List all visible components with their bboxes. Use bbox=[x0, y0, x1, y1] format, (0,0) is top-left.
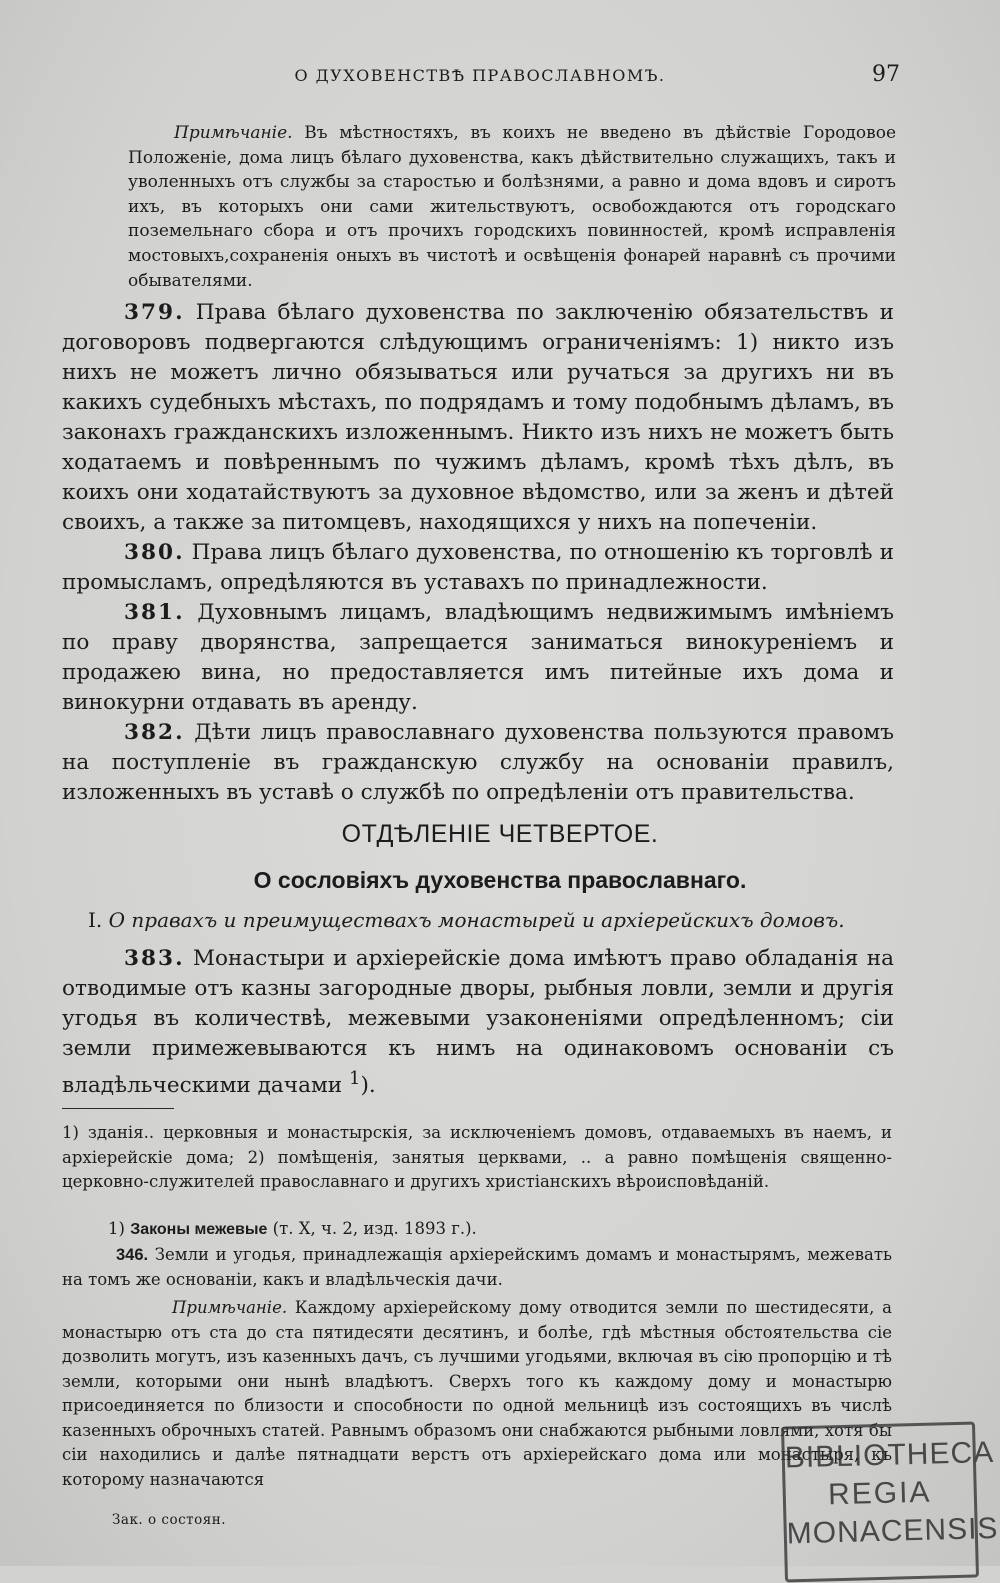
section-title: ОТДѢЛЕНІЕ ЧЕТВЕРТОЕ. bbox=[341, 820, 659, 848]
article-number: 381. bbox=[124, 600, 185, 625]
article-text: Духовнымъ лицамъ, владѣющимъ недвижимымъ имѣніемъ по праву дворянства, запрещается заниматься винокуреніемъ и продажею вина, но предоставляется имъ питейные ихъ дома и винокурни отдавать въ аренду. bbox=[62, 600, 894, 715]
signature-mark: Зак. о состоян. bbox=[112, 1512, 227, 1528]
article-382 bbox=[62, 718, 894, 808]
library-stamp bbox=[781, 1421, 999, 1582]
footnote-1: 1) зданія.. церковныя и монастырскія, за исключеніемъ домовъ, отдаваемыхъ въ наемъ, и архіерейскіе дома; 2) помѣщенія, занятыя церквами, .. а равно помѣщенія священно-церковно-служителей православнаго и другихъ христіанскихъ вѣроисповѣданій. bbox=[62, 1123, 892, 1191]
page-number: 97 bbox=[872, 62, 900, 87]
article-346 bbox=[62, 1243, 892, 1292]
law-ref-mark: 1) bbox=[108, 1219, 125, 1238]
footnote-rule bbox=[62, 1108, 174, 1109]
article-text: Права бѣлаго духовенства по заключенію обязательствъ и договоровъ подвергаются слѣдующимъ ограниченіямъ: 1) никто изъ нихъ не можетъ лично обязываться или ручаться за другихъ ни въ какихъ судебныхъ мѣстахъ, по подрядамъ и тому подобнымъ дѣламъ, въ законахъ гражданскихъ изложеннымъ. Никто изъ нихъ не можетъ быть ходатаемъ и повѣреннымъ по чужимъ дѣламъ, кромѣ тѣхъ дѣлъ, въ коихъ они ходатайствуютъ за духовное вѣдомство, или за женъ и дѣтей своихъ, а также за питомцевъ, находящихся у нихъ на попеченіи. bbox=[62, 300, 894, 535]
article-379 bbox=[62, 298, 894, 538]
article-383-block bbox=[62, 944, 894, 1101]
law-ref-source: (т. X, ч. 2, изд. 1893 г.). bbox=[267, 1219, 477, 1238]
running-title: О ДУХОВЕНСТВѢ ПРАВОСЛАВНОМЪ. bbox=[294, 66, 666, 85]
law-reference bbox=[62, 1217, 892, 1243]
page-header bbox=[60, 62, 900, 92]
article-346-number: 346. bbox=[116, 1246, 149, 1264]
note-text: Въ мѣстностяхъ, въ коихъ не введено въ дѣйствіе Городовое Положеніе, дома лицъ бѣлаго духовенства, какъ дѣйствительно служащихъ, такъ и уволенныхъ отъ службы за старостью и болѣзнями, а равно и дома вдовъ и сиротъ ихъ, въ которыхъ они сами жительствуютъ, освобождаются отъ городскаго поземельнаго сбора и отъ прочихъ городскихъ повинностей, кромѣ исправленія мостовыхъ,сохраненія оныхъ въ чистотѣ и освѣщенія фонарей наравнѣ съ прочими обывателями. bbox=[128, 123, 896, 291]
article-381 bbox=[62, 598, 894, 718]
articles-block bbox=[62, 298, 894, 808]
stamp-line: REGIA bbox=[827, 1475, 932, 1512]
article-number: 382. bbox=[124, 720, 185, 745]
bottom-note-label: Примѣчаніе. bbox=[172, 1298, 288, 1317]
bottom-note-text: Каждому архіерейскому дому отводится земли по шестидесяти, а монастырю отъ ста до ста пятидесяти десятинъ, и болѣе, гдѣ мѣстныя обстоятельства сіе дозволить могутъ, изъ казенныхъ дачъ, съ лучшими угодьями, включая въ сію пропорцію и тѣ земли, которыми они нынѣ владѣютъ. Сверхъ того къ каждому дому и монастырю присоединяется по близости и способности по одной мельницѣ изъ состоящихъ въ числѣ казенныхъ оброчныхъ статей. Равнымъ образомъ они снабжаются рыбными ловлями, хотя бы сіи находились и далѣе пятнадцати верстъ отъ архіерейскаго дома или монастыря, къ которому назначаются bbox=[62, 1298, 892, 1489]
bottom-note bbox=[62, 1296, 892, 1492]
article-number: 383. bbox=[124, 946, 185, 971]
subsection-title: О сословіяхъ духовенства православнаго. bbox=[253, 867, 747, 893]
footnote-mark: 1 bbox=[349, 1068, 361, 1089]
article-text: Монастыри и архіерейскіе дома имѣютъ право обладанія на отводимые отъ казны загородные дворы, рыбныя ловли, земли и другія угодья въ количествѣ, межевыми узаконеніями опредѣленномъ; сіи земли примежевываются къ нимъ на одинаковомъ основаніи съ владѣльческими дачами bbox=[62, 946, 894, 1099]
article-346-text: Земли и угодья, принадлежащія архіерейскимъ домамъ и монастырямъ, межевать на томъ же основаніи, какъ и владѣльческія дачи. bbox=[62, 1245, 892, 1289]
article-number: 380. bbox=[124, 540, 185, 565]
note-label: Примѣчаніе. bbox=[174, 123, 293, 143]
top-note bbox=[128, 121, 896, 293]
chapter-title: О правахъ и преимуществахъ монастырей и архіерейскихъ домовъ. bbox=[108, 908, 845, 932]
article-380 bbox=[62, 538, 894, 598]
stamp-line: BIBLIOTHECA bbox=[784, 1436, 995, 1475]
article-number: 379. bbox=[124, 300, 185, 325]
chapter-heading bbox=[88, 908, 908, 932]
law-ref-title: Законы межевые bbox=[130, 1221, 268, 1238]
article-tail: ). bbox=[360, 1073, 376, 1099]
article-text: Дѣти лицъ православнаго духовенства пользуются правомъ на поступленіе въ гражданскую службу на основаніи правилъ, изложенныхъ въ уставѣ о службѣ по опредѣленіи отъ правительства. bbox=[62, 720, 894, 805]
chapter-numeral: I. bbox=[88, 908, 103, 932]
stamp-line: MONACENSIS bbox=[786, 1511, 999, 1551]
article-text: Права лицъ бѣлаго духовенства, по отношенію къ торговлѣ и промысламъ, опредѣляются въ уставахъ по принадлежности. bbox=[62, 540, 894, 595]
article-383 bbox=[62, 944, 894, 1101]
